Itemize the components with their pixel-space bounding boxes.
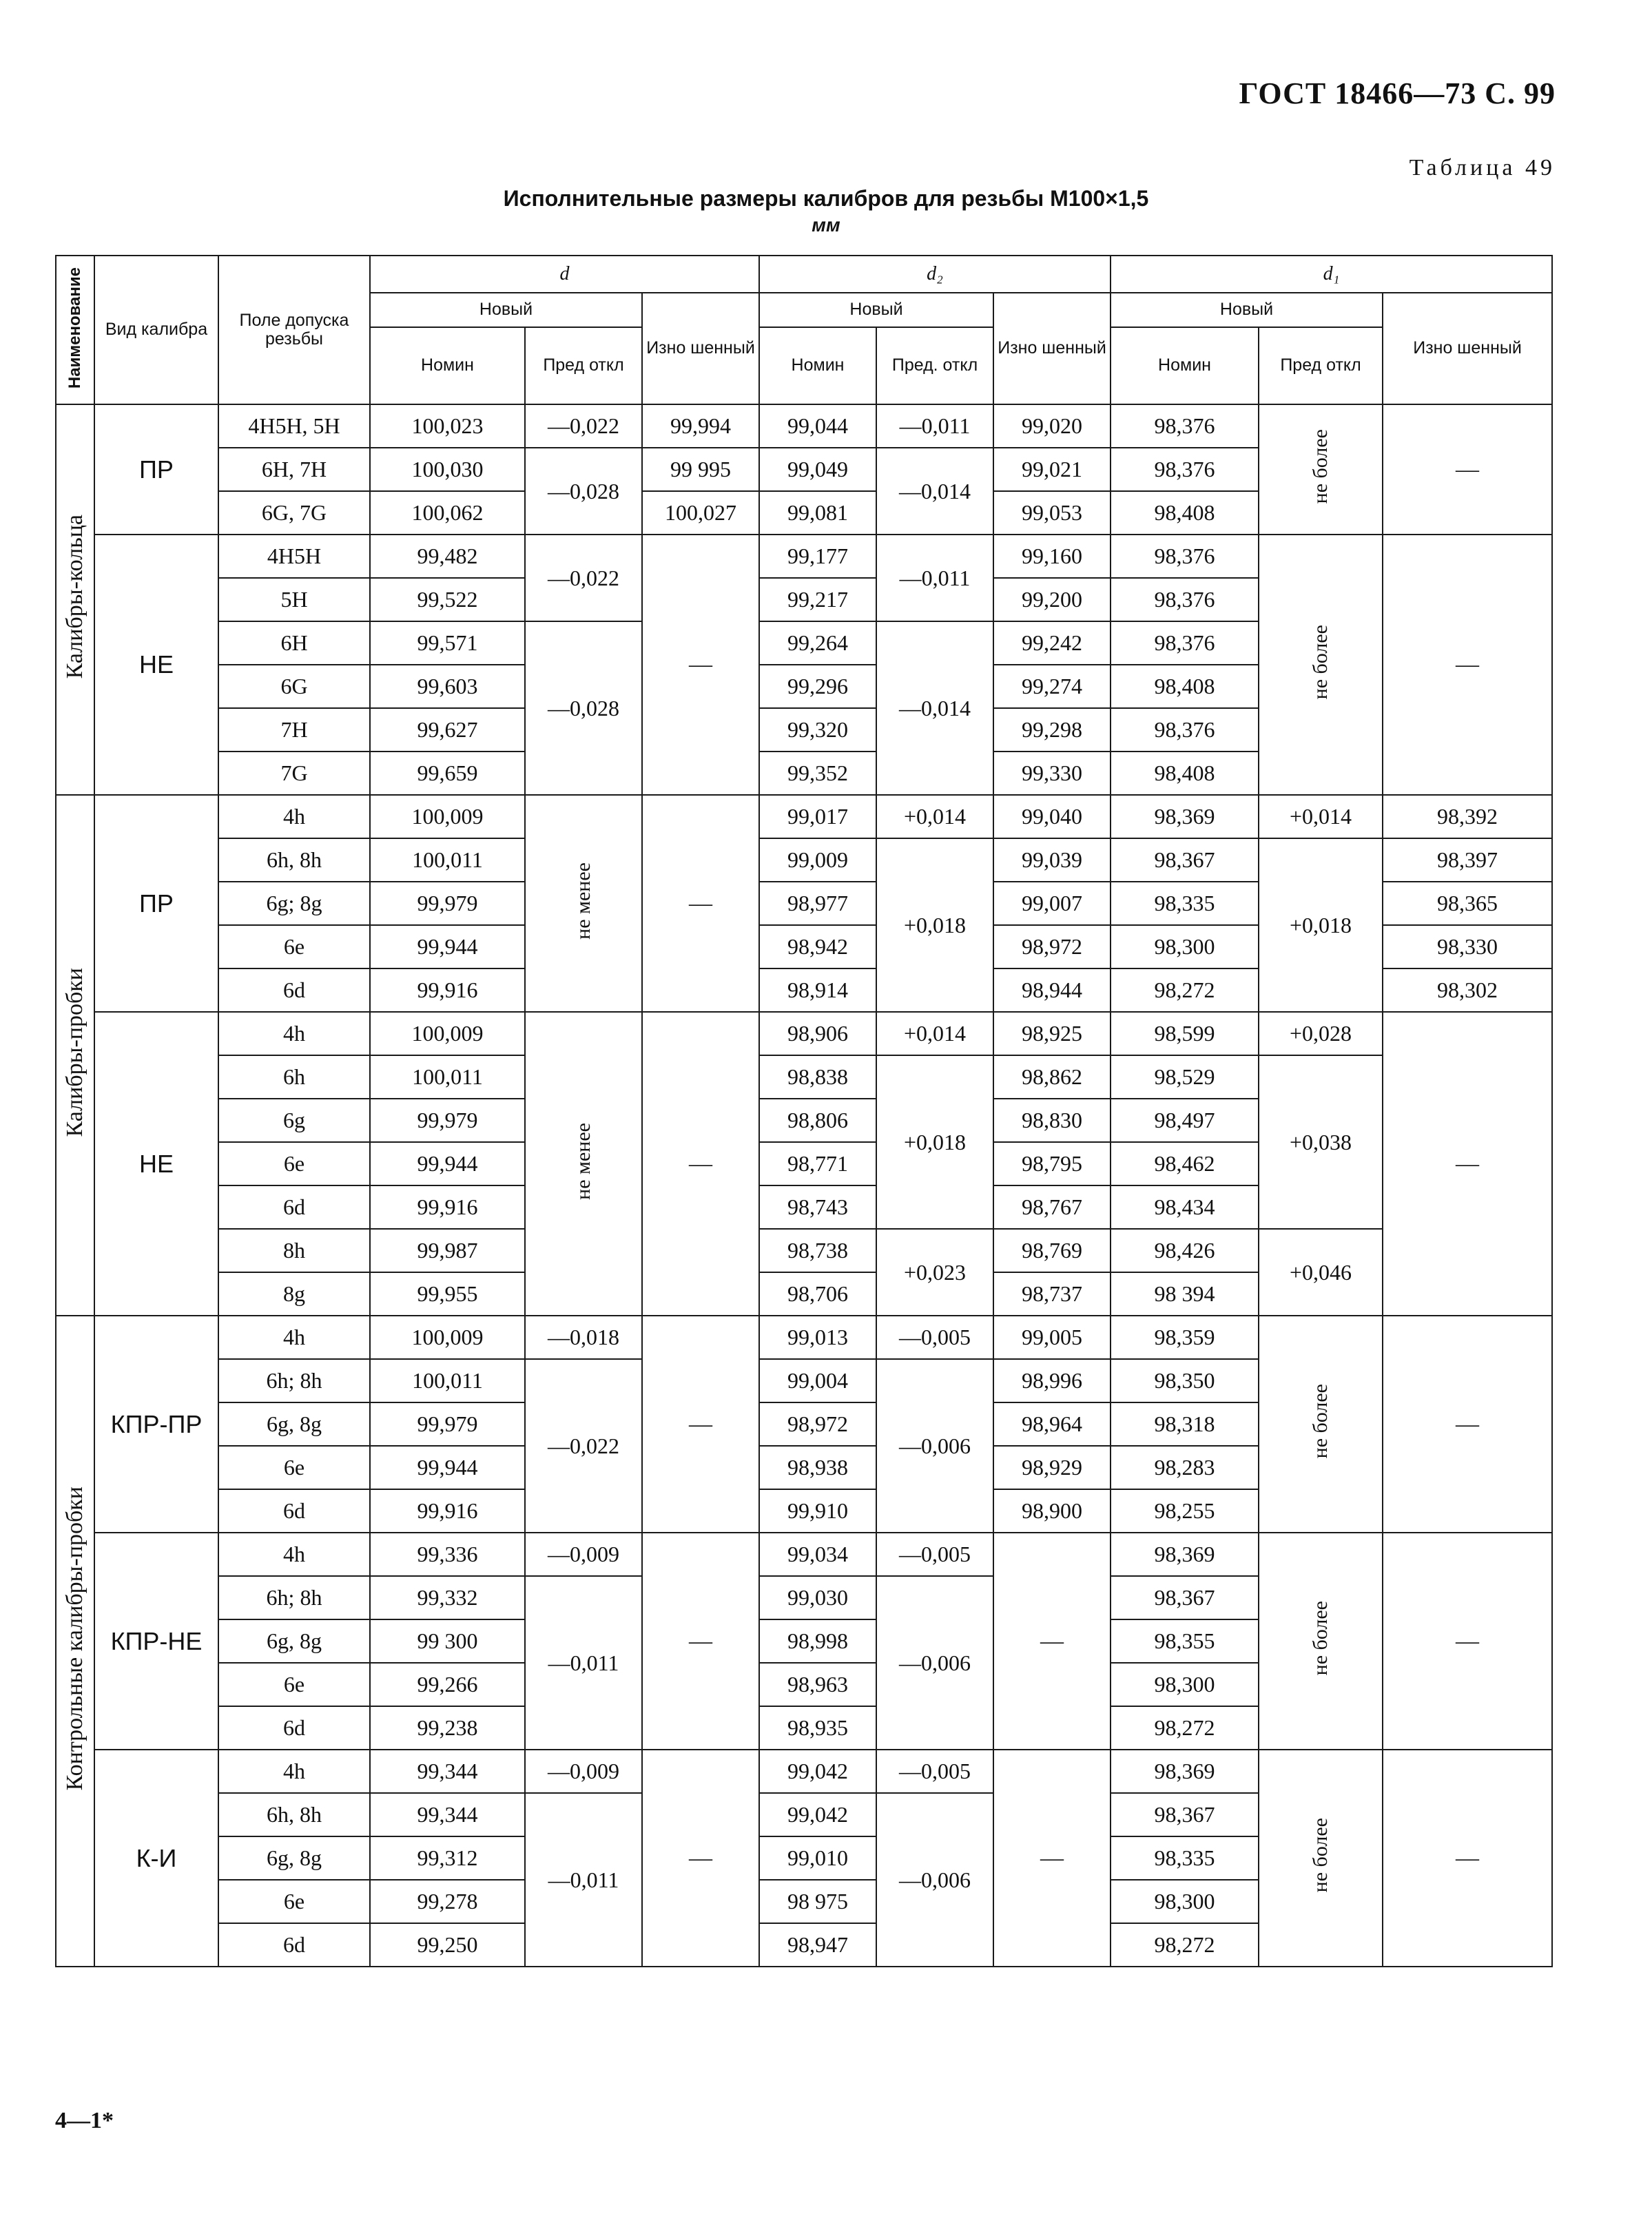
cell-d1: 98,272 (1111, 968, 1259, 1012)
cell-d: 99 300 (370, 1619, 525, 1663)
kind-label: НЕ (94, 535, 218, 795)
cell-d2: 99,010 (759, 1836, 876, 1880)
cell-d1: 98,355 (1111, 1619, 1259, 1663)
cell-d1-pred: +0,018 (1259, 838, 1383, 1012)
cell-dash: — (1383, 1012, 1552, 1316)
cell-pole: 4h (218, 1750, 370, 1793)
cell-d2: 98,972 (759, 1402, 876, 1446)
group-control-plugs: Контрольные калибры-пробки (56, 1316, 94, 1967)
cell-pole: 4h (218, 795, 370, 838)
cell-pole: 6d (218, 1185, 370, 1229)
table-row (56, 1316, 1552, 1359)
cell-d1: 98,283 (1111, 1446, 1259, 1489)
cell-d2: 99,217 (759, 578, 876, 621)
cell-pole: 6d (218, 968, 370, 1012)
cell-d1: 98,376 (1111, 535, 1259, 578)
cell-d2-pred: —0,005 (876, 1316, 993, 1359)
cell-d2-izn: 99,039 (993, 838, 1111, 882)
cell-d1: 98,434 (1111, 1185, 1259, 1229)
cell-d: 99,344 (370, 1793, 525, 1836)
cell-d-pred: —0,009 (525, 1533, 642, 1576)
cell-pole: 6e (218, 1142, 370, 1185)
cell-d2: 98,906 (759, 1012, 876, 1055)
table-row (56, 404, 1552, 448)
cell-pole: 6g, 8g (218, 1619, 370, 1663)
cell-d2: 98,935 (759, 1706, 876, 1750)
cell-pole: 4h (218, 1012, 370, 1055)
cell-d-pred: —0,028 (525, 621, 642, 795)
table-row (56, 1055, 1552, 1099)
cell-d2-pred: —0,006 (876, 1576, 993, 1750)
cell-d: 99,238 (370, 1706, 525, 1750)
cell-d2-pred: —0,011 (876, 535, 993, 621)
cell-pole: 6G, 7G (218, 491, 370, 535)
col-d1-nomin: Номин (1111, 327, 1259, 404)
cell-d2: 99,264 (759, 621, 876, 665)
cell-d1: 98,367 (1111, 1576, 1259, 1619)
cell-pole: 6g; 8g (218, 882, 370, 925)
cell-pole: 4h (218, 1533, 370, 1576)
cell-dash: — (642, 535, 759, 795)
cell-d2-izn: 98,996 (993, 1359, 1111, 1402)
cell-pole: 6e (218, 1663, 370, 1706)
cell-d1: 98,272 (1111, 1923, 1259, 1967)
cell-pole: 6h; 8h (218, 1576, 370, 1619)
cell-pole: 8h (218, 1229, 370, 1272)
cell-d2-izn: 98,737 (993, 1272, 1111, 1316)
cell-pole: 6h, 8h (218, 838, 370, 882)
col-d2-nomin: Номин (759, 327, 876, 404)
cell-d: 99,332 (370, 1576, 525, 1619)
cell-d: 99,603 (370, 665, 525, 708)
cell-d2: 99,081 (759, 491, 876, 535)
cell-d2: 98,938 (759, 1446, 876, 1489)
cell-pole: 8g (218, 1272, 370, 1316)
cell-d2-pred: —0,005 (876, 1750, 993, 1793)
cell-d: 100,011 (370, 838, 525, 882)
note-ne-bolee: не более (1259, 1750, 1383, 1967)
cell-d: 99,979 (370, 1402, 525, 1446)
cell-d: 99,571 (370, 621, 525, 665)
note-ne-bolee: не более (1259, 535, 1383, 795)
cell-d2: 98,998 (759, 1619, 876, 1663)
kind-label: КПР-ПР (94, 1316, 218, 1533)
cell-d: 100,030 (370, 448, 525, 491)
cell-d2-izn: 99,330 (993, 752, 1111, 795)
cell-d1: 98,408 (1111, 665, 1259, 708)
cell-d1: 98,426 (1111, 1229, 1259, 1272)
cell-dash: — (642, 795, 759, 1012)
title-line-1: Исполнительные размеры калибров для резьбы М100×1,5 (503, 186, 1149, 211)
cell-d2-izn: 98,830 (993, 1099, 1111, 1142)
cell-d: 100,062 (370, 491, 525, 535)
cell-d2: 98,771 (759, 1142, 876, 1185)
col-group-d: d (370, 256, 759, 293)
cell-d2: 98,942 (759, 925, 876, 968)
col-d1-novyi: Новый (1111, 293, 1383, 327)
cell-d1: 98,369 (1111, 795, 1259, 838)
cell-d2-izn: 98,972 (993, 925, 1111, 968)
cell-d2-izn: 98,795 (993, 1142, 1111, 1185)
cell-d2-pred: —0,006 (876, 1359, 993, 1533)
col-naimenovanie: Наименование (56, 256, 94, 404)
cell-d1-pred: +0,046 (1259, 1229, 1383, 1316)
cell-d2: 99,013 (759, 1316, 876, 1359)
cell-d2-pred: +0,018 (876, 838, 993, 1012)
cell-dash: — (642, 1012, 759, 1316)
cell-pole: 6g, 8g (218, 1402, 370, 1446)
cell-d1-pred: +0,028 (1259, 1012, 1383, 1055)
cell-d2: 98,977 (759, 882, 876, 925)
cell-d2: 99,034 (759, 1533, 876, 1576)
group-plugs: Калибры-пробки (56, 795, 94, 1316)
cell-d2-pred: +0,018 (876, 1055, 993, 1229)
cell-d: 99,627 (370, 708, 525, 752)
table-number: Таблица 49 (1409, 155, 1556, 180)
cell-d: 99,336 (370, 1533, 525, 1576)
cell-d1-izn: 98,365 (1383, 882, 1552, 925)
col-group-d2: d₂ (759, 256, 1111, 293)
cell-d2: 98,806 (759, 1099, 876, 1142)
cell-d-pred: —0,022 (525, 404, 642, 448)
cell-d-izn: 100,027 (642, 491, 759, 535)
cell-d1-pred: +0,038 (1259, 1055, 1383, 1229)
cell-pole: 6g, 8g (218, 1836, 370, 1880)
cell-d2: 99,017 (759, 795, 876, 838)
cell-dash: — (642, 1533, 759, 1750)
cell-d1-izn: 98,302 (1383, 968, 1552, 1012)
cell-d1: 98,300 (1111, 925, 1259, 968)
cell-pole: 6d (218, 1923, 370, 1967)
cell-d: 99,944 (370, 925, 525, 968)
cell-dash: — (1383, 1316, 1552, 1533)
note-ne-bolee: не более (1259, 404, 1383, 535)
cell-d-pred: —0,011 (525, 1793, 642, 1967)
cell-d: 99,979 (370, 1099, 525, 1142)
cell-d2-pred: —0,014 (876, 621, 993, 795)
cell-d2-izn: 98,944 (993, 968, 1111, 1012)
cell-d1: 98,408 (1111, 491, 1259, 535)
cell-d2-izn: 98,900 (993, 1489, 1111, 1533)
cell-d2-pred: +0,014 (876, 795, 993, 838)
cell-pole: 4h (218, 1316, 370, 1359)
cell-d1: 98,376 (1111, 404, 1259, 448)
cell-d2-izn: 99,040 (993, 795, 1111, 838)
col-d1-iznoshennyi: Изно шенный (1383, 293, 1552, 404)
col-d-nomin: Номин (370, 327, 525, 404)
table-row (56, 535, 1552, 578)
cell-d2-izn: 99,200 (993, 578, 1111, 621)
table-title (0, 186, 1652, 236)
cell-d2-izn: 99,005 (993, 1316, 1111, 1359)
col-d1-pred: Пред откл (1259, 327, 1383, 404)
cell-d2: 99,042 (759, 1750, 876, 1793)
cell-d2: 99,049 (759, 448, 876, 491)
cell-d2-pred: —0,006 (876, 1793, 993, 1967)
cell-d2: 98,706 (759, 1272, 876, 1316)
note-ne-menee: не менее (525, 795, 642, 1012)
cell-d: 99,482 (370, 535, 525, 578)
cell-d-pred: —0,028 (525, 448, 642, 535)
gauge-dimensions-table (55, 255, 1553, 1967)
cell-d1-izn: 98,392 (1383, 795, 1552, 838)
cell-d-izn: 99 995 (642, 448, 759, 491)
cell-d2: 98,743 (759, 1185, 876, 1229)
cell-d: 100,009 (370, 795, 525, 838)
cell-d2-izn: 99,020 (993, 404, 1111, 448)
cell-d1: 98,376 (1111, 621, 1259, 665)
cell-d2: 98,963 (759, 1663, 876, 1706)
cell-d1-izn: 98,330 (1383, 925, 1552, 968)
cell-pole: 6d (218, 1706, 370, 1750)
cell-d: 99,278 (370, 1880, 525, 1923)
cell-d2-pred: —0,014 (876, 448, 993, 535)
table-row (56, 1750, 1552, 1793)
cell-d2: 99,352 (759, 752, 876, 795)
col-d-iznoshennyi: Изно шенный (642, 293, 759, 404)
cell-d1-izn: 98,397 (1383, 838, 1552, 882)
cell-d2-izn: 98,929 (993, 1446, 1111, 1489)
cell-pole: 4H5H (218, 535, 370, 578)
cell-d2-izn: 99,021 (993, 448, 1111, 491)
cell-d-izn: 99,994 (642, 404, 759, 448)
cell-d: 99,522 (370, 578, 525, 621)
col-d2-novyi: Новый (759, 293, 993, 327)
cell-d2: 99,030 (759, 1576, 876, 1619)
cell-d1: 98,272 (1111, 1706, 1259, 1750)
cell-d2-izn: 99,298 (993, 708, 1111, 752)
cell-d1: 98,369 (1111, 1750, 1259, 1793)
cell-d2-izn: 98,964 (993, 1402, 1111, 1446)
cell-pole: 6h (218, 1055, 370, 1099)
cell-pole: 5H (218, 578, 370, 621)
cell-pole: 6H, 7H (218, 448, 370, 491)
standard-header: ГОСТ 18466—73 С. 99 (1239, 76, 1556, 110)
cell-d2: 99,009 (759, 838, 876, 882)
page-footer-mark: 4—1* (55, 2108, 114, 2133)
cell-d1: 98,529 (1111, 1055, 1259, 1099)
cell-d1: 98 394 (1111, 1272, 1259, 1316)
col-group-d1: d₁ (1111, 256, 1552, 293)
kind-label: К-И (94, 1750, 218, 1967)
kind-label: ПР (94, 795, 218, 1012)
cell-d1: 98,599 (1111, 1012, 1259, 1055)
cell-d2: 99,042 (759, 1793, 876, 1836)
cell-d2: 99,004 (759, 1359, 876, 1402)
cell-d2: 99,320 (759, 708, 876, 752)
cell-d2-izn: 98,767 (993, 1185, 1111, 1229)
cell-d2-pred: +0,023 (876, 1229, 993, 1316)
cell-d: 100,011 (370, 1055, 525, 1099)
cell-d-pred: —0,009 (525, 1750, 642, 1793)
col-vid-kalibra: Вид калибра (94, 256, 218, 404)
cell-dash: — (1383, 404, 1552, 535)
cell-d: 99,916 (370, 968, 525, 1012)
cell-dash: — (642, 1316, 759, 1533)
cell-pole: 6h; 8h (218, 1359, 370, 1402)
title-units: мм (812, 214, 840, 236)
cell-d1: 98,255 (1111, 1489, 1259, 1533)
cell-d1: 98,335 (1111, 1836, 1259, 1880)
cell-pole: 6e (218, 925, 370, 968)
cell-d2-izn: 99,274 (993, 665, 1111, 708)
cell-pole: 4H5H, 5H (218, 404, 370, 448)
cell-d1: 98,462 (1111, 1142, 1259, 1185)
col-d2-pred: Пред. откл (876, 327, 993, 404)
cell-pole: 6G (218, 665, 370, 708)
cell-pole: 7H (218, 708, 370, 752)
cell-d1: 98,335 (1111, 882, 1259, 925)
cell-d2-izn: 99,007 (993, 882, 1111, 925)
cell-d2: 99,177 (759, 535, 876, 578)
table-row (56, 838, 1552, 882)
col-d2-iznoshennyi: Изно шенный (993, 293, 1111, 404)
cell-d1: 98,367 (1111, 838, 1259, 882)
cell-d: 100,009 (370, 1012, 525, 1055)
cell-d: 99,266 (370, 1663, 525, 1706)
cell-d1: 98,376 (1111, 578, 1259, 621)
cell-d1-pred: +0,014 (1259, 795, 1383, 838)
cell-pole: 6g (218, 1099, 370, 1142)
cell-d: 99,659 (370, 752, 525, 795)
cell-d1: 98,367 (1111, 1793, 1259, 1836)
cell-pole: 6H (218, 621, 370, 665)
cell-d2-izn: 98,862 (993, 1055, 1111, 1099)
cell-d2: 99,296 (759, 665, 876, 708)
col-d-novyi: Новый (370, 293, 642, 327)
cell-d: 99,250 (370, 1923, 525, 1967)
cell-d2-izn: 99,242 (993, 621, 1111, 665)
cell-d-pred: —0,022 (525, 535, 642, 621)
cell-d2: 98 975 (759, 1880, 876, 1923)
cell-d: 99,979 (370, 882, 525, 925)
cell-d2: 98,838 (759, 1055, 876, 1099)
cell-dash: — (993, 1750, 1111, 1967)
kind-label: ПР (94, 404, 218, 535)
cell-d1: 98,318 (1111, 1402, 1259, 1446)
table-row (56, 795, 1552, 838)
col-pole-dopuska: Поле допуска резьбы (218, 256, 370, 404)
col-d-pred: Пред откл (525, 327, 642, 404)
cell-d: 99,344 (370, 1750, 525, 1793)
kind-label: НЕ (94, 1012, 218, 1316)
cell-d1: 98,408 (1111, 752, 1259, 795)
cell-d2-izn: 98,925 (993, 1012, 1111, 1055)
note-ne-menee: не менее (525, 1012, 642, 1316)
table-row (56, 1229, 1552, 1272)
cell-d: 99,944 (370, 1142, 525, 1185)
note-ne-bolee: не более (1259, 1316, 1383, 1533)
cell-d2-izn: 99,053 (993, 491, 1111, 535)
cell-d2: 99,910 (759, 1489, 876, 1533)
table-row (56, 1533, 1552, 1576)
cell-d2: 99,044 (759, 404, 876, 448)
cell-d: 99,955 (370, 1272, 525, 1316)
cell-dash: — (1383, 1750, 1552, 1967)
cell-d1: 98,300 (1111, 1663, 1259, 1706)
note-ne-bolee: не более (1259, 1533, 1383, 1750)
cell-d1: 98,300 (1111, 1880, 1259, 1923)
cell-d2: 98,914 (759, 968, 876, 1012)
cell-d-pred: —0,018 (525, 1316, 642, 1359)
cell-dash: — (1383, 1533, 1552, 1750)
cell-dash: — (1383, 535, 1552, 795)
cell-d1: 98,350 (1111, 1359, 1259, 1402)
cell-d-pred: —0,011 (525, 1576, 642, 1750)
cell-d1: 98,497 (1111, 1099, 1259, 1142)
kind-label: КПР-НЕ (94, 1533, 218, 1750)
cell-pole: 6e (218, 1880, 370, 1923)
cell-d2: 98,947 (759, 1923, 876, 1967)
cell-d2-izn: 99,160 (993, 535, 1111, 578)
cell-dash: — (993, 1533, 1111, 1750)
cell-d: 99,916 (370, 1489, 525, 1533)
cell-pole: 6h, 8h (218, 1793, 370, 1836)
cell-d2-izn: 98,769 (993, 1229, 1111, 1272)
table-row (56, 1012, 1552, 1055)
cell-d1: 98,376 (1111, 708, 1259, 752)
gauge-table-wrapper (55, 255, 1551, 1967)
cell-pole: 7G (218, 752, 370, 795)
cell-d: 99,312 (370, 1836, 525, 1880)
cell-d: 99,944 (370, 1446, 525, 1489)
cell-d: 100,009 (370, 1316, 525, 1359)
group-rings: Калибры-кольца (56, 404, 94, 795)
cell-pole: 6e (218, 1446, 370, 1489)
cell-d2-pred: —0,005 (876, 1533, 993, 1576)
cell-d2-pred: +0,014 (876, 1012, 993, 1055)
cell-dash: — (642, 1750, 759, 1967)
cell-d1: 98,369 (1111, 1533, 1259, 1576)
cell-d-pred: —0,022 (525, 1359, 642, 1533)
cell-d: 99,987 (370, 1229, 525, 1272)
cell-d1: 98,359 (1111, 1316, 1259, 1359)
cell-d2: 98,738 (759, 1229, 876, 1272)
cell-d2-pred: —0,011 (876, 404, 993, 448)
cell-d: 100,011 (370, 1359, 525, 1402)
cell-d: 99,916 (370, 1185, 525, 1229)
cell-pole: 6d (218, 1489, 370, 1533)
cell-d: 100,023 (370, 404, 525, 448)
cell-d1: 98,376 (1111, 448, 1259, 491)
